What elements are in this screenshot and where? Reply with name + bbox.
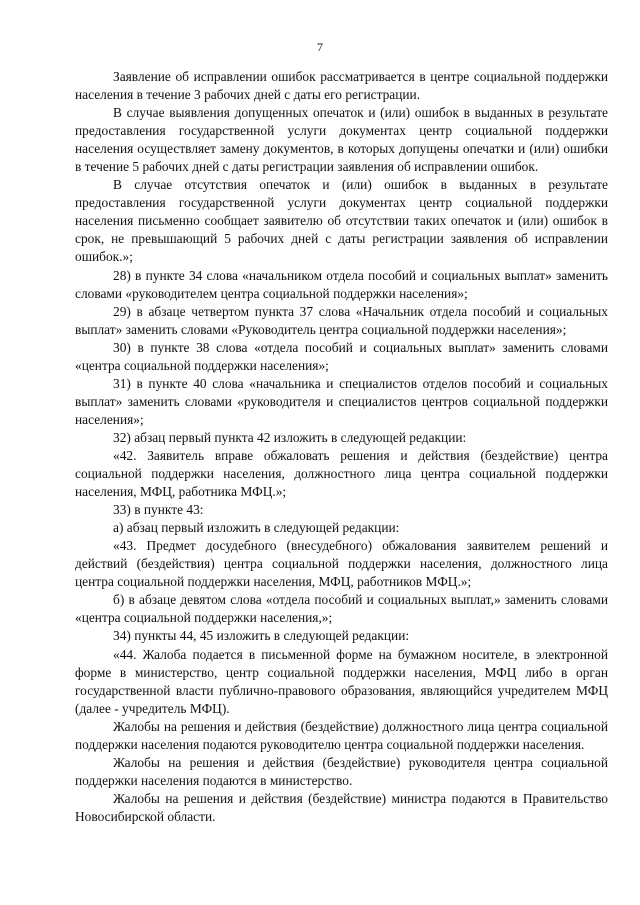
paragraph: В случае отсутствия опечаток и (или) ошибок в выданных в результате предоставления государственной услуги документах центр социальной поддержки населения письменно сообщает заявителю об отсутствии таких опечаток и (или) ошибок в срок, не превышающий 5 рабочих дней с даты регистрации заявления об исправлении ошибок.»; [75,177,608,265]
paragraph: 28) в пункте 34 слова «начальником отдела пособий и социальных выплат» заменить словами «руководителем центра социальной поддержки населения»; [75,267,608,301]
document-body [75,68,608,826]
paragraph: 30) в пункте 38 слова «отдела пособий и социальных выплат» заменить словами «центра социальной поддержки населения»; [75,339,608,373]
paragraph: Жалобы на решения и действия (бездействие) министра подаются в Правительство Новосибирской области. [75,790,608,824]
paragraph: Жалобы на решения и действия (бездействие) должностного лица центра социальной поддержки населения подаются руководителю центра социальной поддержки населения. [75,718,608,752]
paragraph: «44. Жалоба подается в письменной форме на бумажном носителе, в электронной форме в министерство, центр социальной поддержки населения, МФЦ либо в орган государственной власти публично-правового образования, являющийся учредителем МФЦ (далее - учредитель МФЦ). [75,646,608,716]
paragraph: а) абзац первый изложить в следующей редакции: [113,520,400,536]
paragraph: В случае выявления допущенных опечаток и (или) ошибок в выданных в результате предоставления государственной услуги документах центр социальной поддержки населения осуществляет замену документов, в которых допущены опечатки и (или) ошибки в течение 5 рабочих дней с даты регистрации заявления об исправлении ошибок. [75,105,608,175]
paragraph: б) в абзаце девятом слова «отдела пособий и социальных выплат,» заменить словами «центра социальной поддержки населения,»; [75,592,608,626]
paragraph: 29) в абзаце четвертом пункта 37 слова «Начальник отдела пособий и социальных выплат» заменить словами «Руководитель центра социальной поддержки населения»; [75,303,608,337]
paragraph: «43. Предмет досудебного (внесудебного) обжалования заявителем решений и действий (бездействия) центра социальной поддержки населения, должностного лица центра социальной поддержки населения, МФЦ, работников МФЦ.»; [75,538,608,590]
paragraph: 31) в пункте 40 слова «начальника и специалистов отделов пособий и социальных выплат» заменить словами «руководителя и специалистов центров социальной поддержки населения»; [75,375,608,427]
paragraph: 34) пункты 44, 45 изложить в следующей редакции: [113,628,410,644]
paragraph: «42. Заявитель вправе обжаловать решения и действия (бездействие) центра социальной поддержки населения, должностного лица центра социальной поддержки населения, МФЦ, работника МФЦ.»; [75,447,608,500]
paragraph: Жалобы на решения и действия (бездействие) руководителя центра социальной поддержки населения подаются в министерство. [75,754,608,788]
paragraph: 32) абзац первый пункта 42 изложить в следующей редакции: [113,429,467,445]
paragraph: 33) в пункте 43: [113,502,204,518]
paragraph: Заявление об исправлении ошибок рассматривается в центре социальной поддержки населения в течение 3 рабочих дней с даты его регистрации. [75,69,608,103]
page-number: 7 [317,40,323,54]
